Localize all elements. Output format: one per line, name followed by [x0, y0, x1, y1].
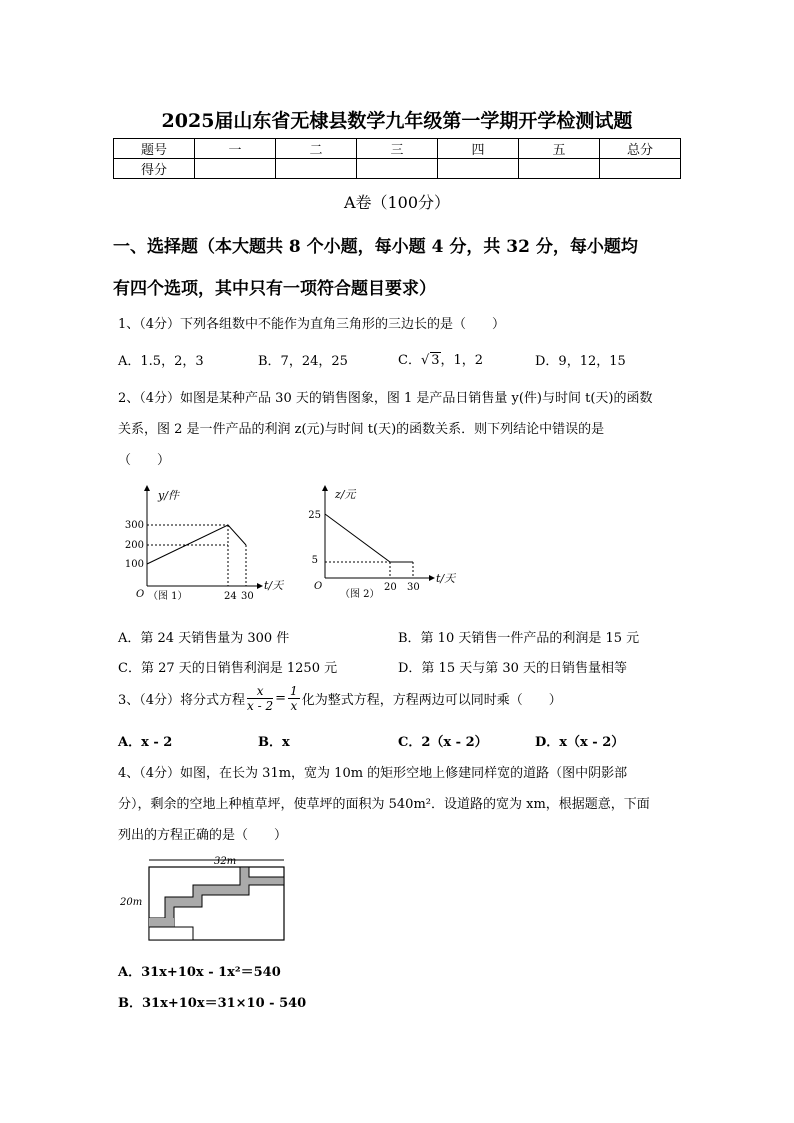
- figure-1-sales-graph: [124, 480, 294, 605]
- y-axis-label: y/件: [158, 489, 179, 502]
- q3-equals: =: [275, 691, 287, 706]
- road-segment: [149, 918, 174, 927]
- score-input-cell[interactable]: [519, 159, 600, 179]
- section-heading-line2: 有四个选项，其中只有一项符合题目要求）: [113, 279, 436, 299]
- q1-option-c-prefix: C．: [398, 353, 421, 368]
- score-table: [113, 138, 681, 179]
- q1-option-a[interactable]: A．1.5，2，3: [118, 354, 204, 369]
- q4-stem-line2: 分），剩余的空地上种植草坪，使草坪的面积为 540m²．设道路的宽为 xm，根据题意，下面: [118, 797, 650, 812]
- q3-right-numerator: 1: [290, 684, 298, 698]
- q4-option-a[interactable]: A．31x+10x - 1x²＝540: [118, 965, 281, 980]
- q3-left-fraction: [247, 684, 273, 713]
- score-input-cell[interactable]: [600, 159, 681, 179]
- q1-option-d[interactable]: D．9，12，15: [535, 354, 626, 369]
- q2-option-a[interactable]: A．第 24 天销售量为 300 件: [118, 631, 290, 646]
- q3-stem: [118, 684, 562, 713]
- sqrt-symbol: √: [420, 353, 430, 368]
- q3-right-fraction: [288, 684, 300, 713]
- q3-option-a[interactable]: A．x - 2: [118, 735, 173, 750]
- q2-option-b[interactable]: B．第 10 天销售一件产品的利润是 15 元: [398, 631, 640, 646]
- x-tick-label: 30: [407, 582, 420, 593]
- top-dimension-label: 32m: [214, 856, 237, 867]
- score-table-cell: 二: [276, 139, 357, 159]
- profit-line: [325, 514, 413, 562]
- y-tick-label: 100: [124, 559, 144, 570]
- q3-left-numerator: x: [247, 684, 273, 699]
- page-title: 2025届山东省无棣县数学九年级第一学期开学检测试题: [161, 110, 633, 132]
- score-input-cell[interactable]: [195, 159, 276, 179]
- y-tick-label: 300: [124, 520, 144, 531]
- section-heading-line1: 一、选择题（本大题共 8 个小题，每小题 4 分，共 32 分，每小题均: [113, 237, 638, 257]
- q3-right-denominator: x: [290, 699, 298, 713]
- y-tick-label: 25: [308, 510, 321, 521]
- lawn-plot: [149, 927, 193, 940]
- y-tick-label: 5: [311, 555, 318, 566]
- figure-caption: （图 2）: [340, 589, 380, 600]
- q2-stem-line1: 2、（4分）如图是某种产品 30 天的销售图象，图 1 是产品日销售量 y(件)与时间 t(天)的函数: [118, 391, 653, 406]
- q3-option-c[interactable]: C．2（x - 2）: [398, 735, 488, 750]
- origin-label: O: [136, 589, 145, 600]
- q2-option-d[interactable]: D．第 15 天与第 30 天的日销售量相等: [398, 661, 628, 676]
- score-table-cell: 三: [357, 139, 438, 159]
- x-axis-label: t/天: [436, 572, 456, 585]
- q2-stem-line3: （ ）: [118, 453, 171, 468]
- q3-stem-suffix: 化为整式方程，方程两边可以同时乘（ ）: [301, 693, 562, 708]
- score-table-cell: 总分: [600, 139, 681, 159]
- x-tick-label: 20: [384, 582, 397, 593]
- x-tick-label: 30: [241, 591, 254, 602]
- side-dimension-label: 20m: [120, 897, 143, 908]
- score-table-score-row: [114, 159, 681, 179]
- q2-option-c[interactable]: C．第 27 天的日销售利润是 1250 元: [118, 661, 338, 676]
- q4-stem-line3: 列出的方程正确的是（ ）: [118, 828, 288, 843]
- q3-left-denominator: x - 2: [247, 699, 274, 713]
- q1-option-c-radicand: 3: [431, 353, 440, 368]
- paper-section-a-title: A卷（100分）: [343, 193, 451, 212]
- q4-stem-line1: 4、（4分）如图，在长为 31m，宽为 10m 的矩形空地上修建同样宽的道路（图中阴影部: [118, 766, 628, 781]
- q1-option-b[interactable]: B．7，24，25: [258, 354, 348, 369]
- score-table-cell: 五: [519, 139, 600, 159]
- score-table-cell: 四: [438, 139, 519, 159]
- y-tick-label: 200: [124, 540, 144, 551]
- q2-stem-line2: 关系，图 2 是一件产品的利润 z(元)与时间 t(天)的函数关系．则下列结论中错误的是: [118, 422, 605, 437]
- score-input-cell[interactable]: [357, 159, 438, 179]
- score-table-cell: 题号: [114, 139, 195, 159]
- y-axis-label: z/元: [335, 488, 356, 501]
- score-table-header-row: [114, 139, 681, 159]
- q1-stem: 1、（4分）下列各组数中不能作为直角三角形的三边长的是（ ）: [118, 317, 506, 332]
- origin-label: O: [314, 581, 323, 592]
- q4-option-b[interactable]: B．31x+10x＝31×10 - 540: [118, 996, 307, 1011]
- score-input-cell[interactable]: [438, 159, 519, 179]
- score-table-cell: 得分: [114, 159, 195, 179]
- figure-road-diagram: [118, 852, 298, 946]
- figure-caption: （图 1）: [148, 591, 188, 602]
- score-input-cell[interactable]: [276, 159, 357, 179]
- x-tick-label: 24: [224, 591, 237, 602]
- q1-option-c-rest: ，1，2: [440, 353, 484, 368]
- q3-option-b[interactable]: B．x: [258, 735, 290, 750]
- q3-stem-prefix: 3、（4分）将分式方程: [118, 693, 246, 708]
- figure-2-profit-graph: [304, 480, 474, 605]
- q1-option-c[interactable]: [398, 349, 483, 368]
- q3-option-d[interactable]: D．x（x - 2）: [535, 735, 625, 750]
- score-table-cell: 一: [195, 139, 276, 159]
- x-axis-label: t/天: [264, 579, 284, 592]
